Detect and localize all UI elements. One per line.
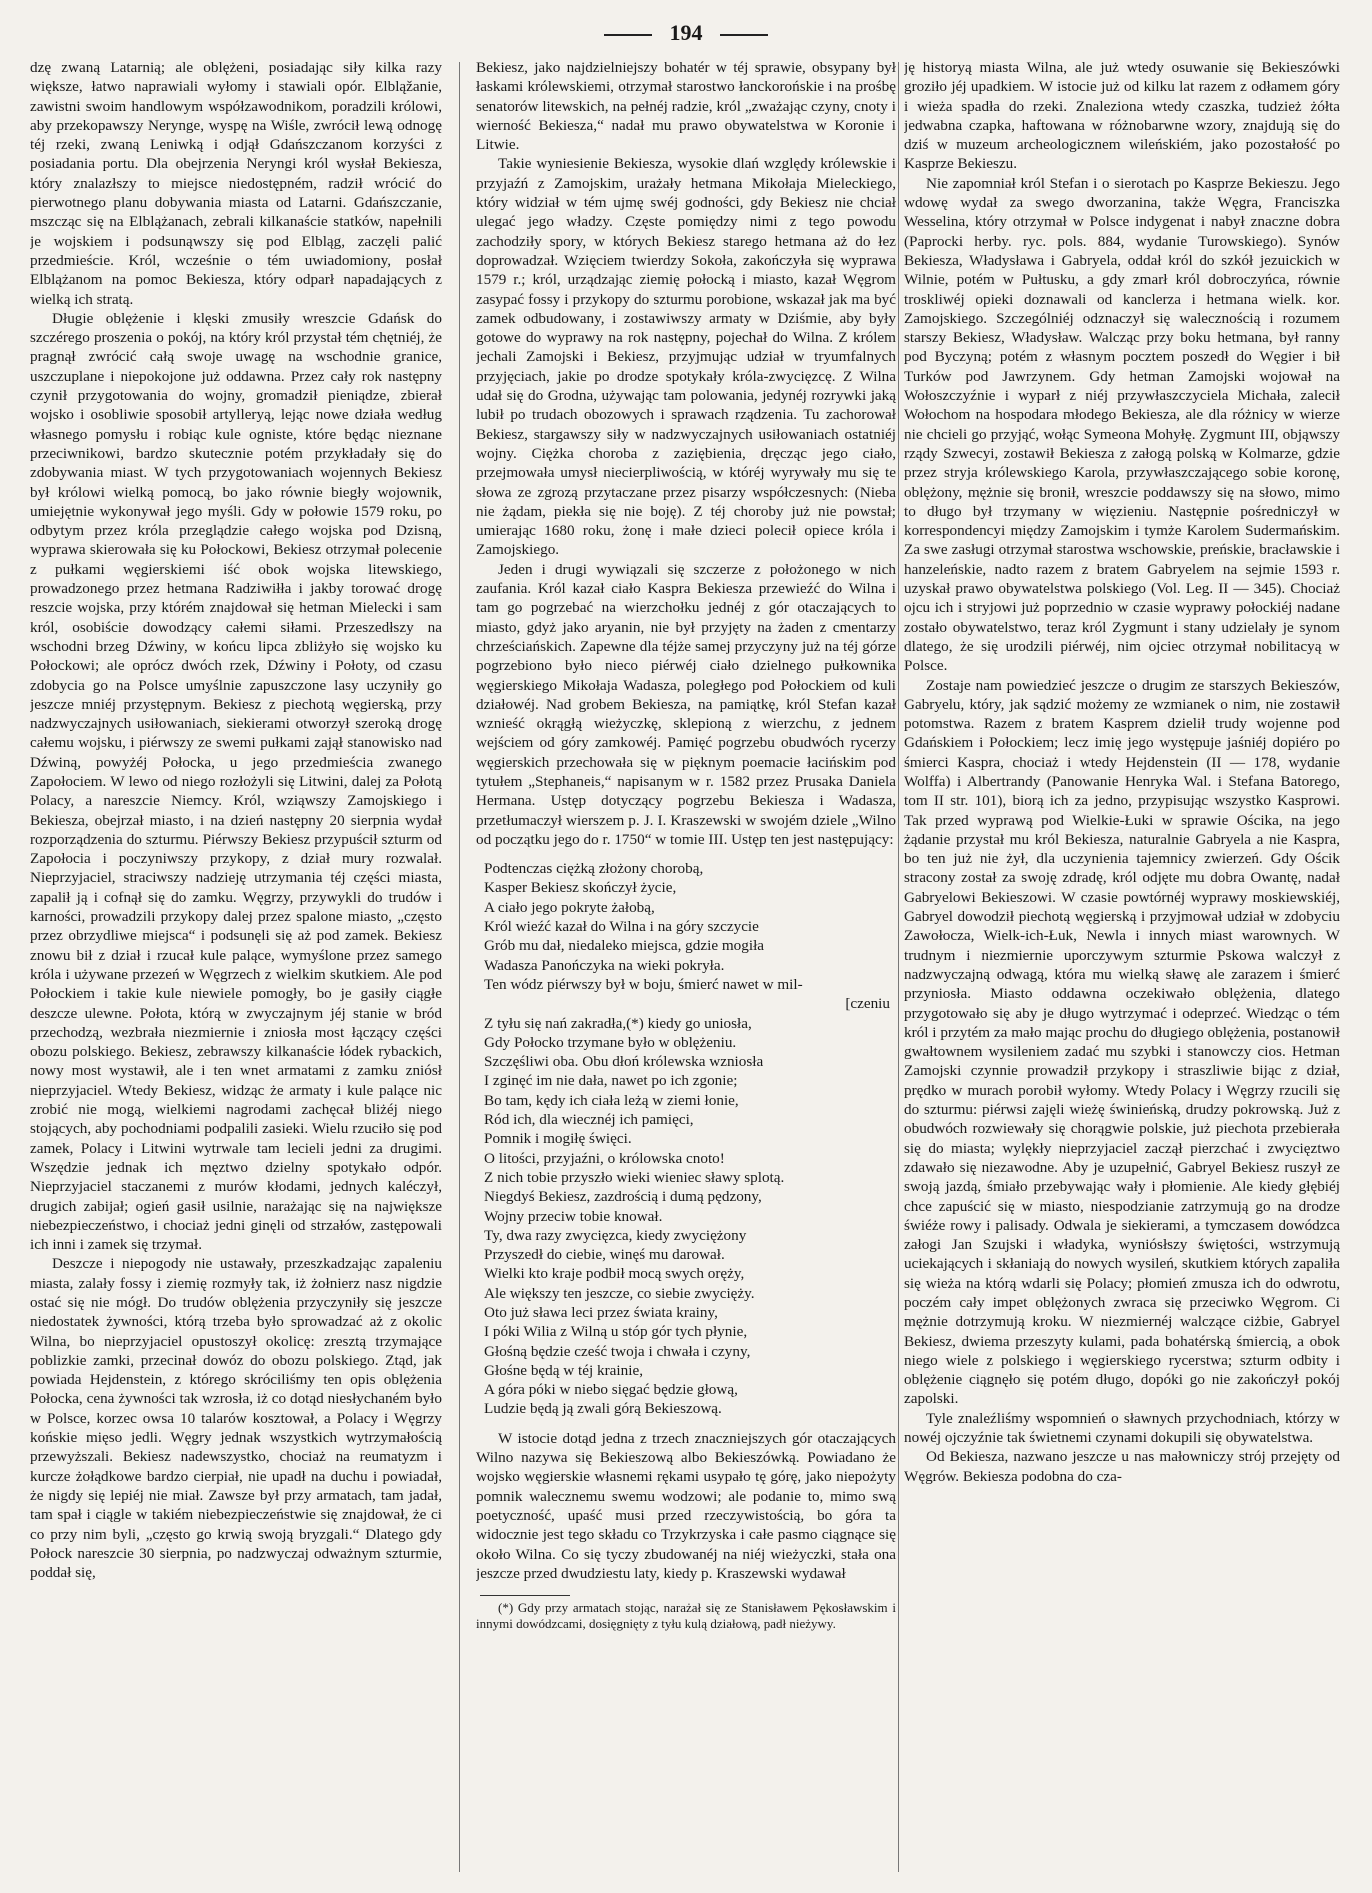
paragraph: W istocie dotąd jedna z trzech znaczniejszych gór otaczających Wilno nazywa się Bekieszową albo Bekieszówką. Powiadano że wojsko węgierskie własnemi rękami usypało tę górę, jako niepożyty pomnik walecznemu swemu wodzowi; ale podanie to, mimo swą poetyczność, upaść musi przed rzeczywistością, bo góra ta widocznie jest tego składu co Trzykrzyska i całe pasmo ciągnące się około Wilna. Co się tyczy zbudowanéj na niéj wieżyczki, stała ona jeszcze przed dwudziestu laty, kiedy p. Kraszewski wydawał — [476, 1429, 896, 1582]
footnote-rule — [480, 1595, 570, 1596]
header-rule-left — [604, 34, 652, 36]
paragraph: Zostaje nam powiedzieć jeszcze o drugim ze starszych Bekieszów, Gabryelu, który, jak sądzić możemy ze wzmianek o nim, nie zostawił potomstwa. Razem z bratem Kasprem dzielił trudy wojenne pod Gdańskiem i Połockiem; lecz imię jego występuje jaśniéj dopiéro po śmierci Kaspra, chociaż i wtedy Hejdenstein (II — 178, wydanie Wolffa) i Albertrandy (Panowanie Henryka Wal. i Stefana Batorego, tom II str. 101), biorą ich za jedno, przypisując wszystko Kasprowi. Tak przed wyprawą pod Wielkie-Łuki w sprawie Ościka, na jego żądanie przystał mu król Bekiesza, naturalnie Gabryela a nie Kaspra, bo ten już nie żył, dla uczynienia tajemnicy zwierzeń. Gdy Ościk stracony został za swoję zdradę, król odjęte mu dobra Owantę, nadał Gabryelowi Bekieszowi. W czasie powtórnéj wyprawy moskiewskiéj, Gabryel dowodził piechotą węgierską i przyjmował udział w zdobyciu Zawołocza, Wielk-ich-Łuk, Newla i innych miast warownych. W trudnym i niezmiernie uporczywym szturmie Pskowa walczył z nadzwyczajną odwagą, która mu wielką sławę ale zarazem i śmierć przyniosła. Miasto oddawna oczekiwało oblężenia, dlatego przygotowało się aby je długo wytrzymać i odeprzeć. Wiedząc o tém król i przytém za mało mając prochu do długiego oblężenia, postanowił gwałtownem wysileniem zadać mu szybki i stanowczy cios. Hetman Zamojski czynnie prowadził przykopy i straszliwie bijąc z dział, prędko w murach porobił wyłomy. Wtedy Polacy i Węgrzy rzucili się do szturmu: piérwsi zajęli wieżę świnieńską, drudzy pokrowską. Już z obudwóch rozwiewały się chorągwie polskie, już piechota przebierała się do miasta; wylękły nieprzyjaciel zaczął pierzchać i zwycięztwo zdawało się niezawodne. Aby je uzupełnić, Gabryel Bekiesz ruszył ze swoją jazdą, śmiało przebywając wały i płomienie. Ale kiedy głębiéj chce zapuścić się w miasto, niespodzianie zatrzymują go na drodze świéże rowy i palisady. Odwala je siekierami, a tymczasem dowódzca załogi Jan Szujski i władyka, wyniósłszy świętości, wstrzymują uciekających i skłaniają do nowych wysileń, skutkiem których zapaliła się wieża na którą wdarli się Polacy; płomień zmusza ich do odwrotu, poczém cały impet oblężonych zwraca się przeciwko Węgrom. Ci mężnie dotrzymują kroku. W niezmiernéj walczące ciżbie, Gabryel Bekiesz, dwiema przeszyty kulami, pada bohatérską śmiercią, a obok niego wiele z polskiego i węgierskiego rycerstwa; szturm odbity i oblężenie ciągnęło się potém długo, dopóki go nie zakończył pokój zapolski. — [904, 676, 1340, 1408]
page-header — [0, 20, 1372, 46]
poem-line: Ty, dwa razy zwycięzca, kiedy zwyciężony — [484, 1226, 747, 1244]
paragraph: Długie oblężenie i klęski zmusiły wreszcie Gdańsk do szczérego proszenia o pokój, na który król przystał tém chętniéj, że pragnął zwrócić całą swoje uwagę na wschodnie granice, uszczuplane i niepokojone już oddawna. Przez cały rok następny czynił przygotowania do wojny, gromadził pieniądze, zbierał wojsko i osobliwie sposobił artylleryą, lejąc nowe działa według własnego pomysłu i robiąc kule ogniste, które będąc nieznane przeciwnikowi, bardzo skutecznie potém przykładały się do zdobywania miast. W tych przygotowaniach wojennych Bekiesz był królowi wielką pomocą, bo jako równie biegły wojownik, umiejętnie wykonywał jego myśli. Gdy w połowie 1579 roku, po odbytym przez króla przeglądzie całego wojska pod Dzisną, wyprawa skierowała się ku Połockowi, Bekiesz otrzymał polecenie z pułkami węgierskiemi iść obok wojska litewskiego, prowadzonego przez hetmana Radziwiłła i jakby torować drogę reszcie wojska, przy którém znajdował się hetman Mielecki i sam król, osobiście dowodzący całemi siłami. Przeszedłszy na wschodni brzeg Dźwiny, w końcu lipca zbliżyło się wojsko ku Połockowi; ale oprócz dwóch rzek, Dźwiny i Połoty, od czasu zdobycia go na Polsce umyślnie zapuszczone lasy uczyniły go jeszcze mniéj przystępnym. Bekiesz z piechotą węgierską, przy nadzwyczajnych usiłowaniach, siekierami otworzył szeroką drogę całemu wojsku, i piérwszy ze swemi pułkami zajął stanowisko nad Dźwiną, powyżéj Połocka, u jego przedmieścia zwanego Zapołociem. W lewo od niego rozłożyli się Litwini, dalej za Połotą Polacy, a nareszcie Niemcy. Król, wziąwszy Zamojskiego i Bekiesza, obejrzał miasto, i na dzień następny 20 sierpnia wydał rozporządzenia do szturmu. Piérwszy Bekiesz przypuścił szturm od Zapołocia i poczyniwszy przykopy, z dział mury rozwalał. Nieprzyjaciel, straciwszy nadzieję utrzymania téj części miasta, zapalił ją i cofnął się do zamku. Węgrzy, przywykli do trudów i karności, prowadzili przykopy dalej przez spalone miasto, „często przez obrzydliwe miejsca“ i podsunęli się aż pod zamek. Bekiesz znowu bił z dział i rzucał kule palące, wymyślone przez samego króla i używane przezeń w Węgrzech z wielkim skutkiem. Ale pod Połockiem i takie kule niewiele pomogły, bo je gasiły ciągłe deszcze ulewne. Połota, którą w zwyczajnym jéj stanie w bród przechodzą, wezbrała niezmiernie i zniosła most łączący części obozu polskiego. Bekiesz, zebrawszy kilkanaście łódek rybackich, nowy most wystawił, ale i ten wnet armatami z zamku zniósł nieprzyjaciel. Wtedy Bekiesz, widząc że armaty i kule palące nic zrobić nie mogą, wielkiemi nagrodami zachęcał bliżéj niego stojących, aby pochodniami podpalili zasieki. Wielu rzuciło się pod zamek, Polacy i Litwini wytrwale tam lecieli jedni za drugimi. Wszędzie jednak ich męztwo dzielny spotykało odpór. Nieprzyjaciel staczanemi z murów kłodami, jednych kaléczył, drugich zabijał; ogień gasił usilnie, narażając się na największe niebezpieczeństwo, i chociaż jedni ginęli od strzałów, zastępowali ich inni i zamek się trzymał. — [30, 309, 442, 1254]
poem-line: O litości, przyjaźni, o królowska cnoto! — [484, 1149, 725, 1167]
paragraph: Nie zapomniał król Stefan i o sierotach po Kasprze Bekieszu. Jego wdowę wydał za swego dworzanina, także Węgra, Franciszka Wesselina, który otrzymał w Polsce indygenat i nabył znaczne dobra (Paprocki herby. ryc. pols. 884, wydanie Turowskiego). Synów Bekiesza, Władysława i Gabryela, oddał król do szkół jezuickich w Wilnie, potém w Pułtusku, a gdy zmarł król dobroczyńca, równie troskliwéj opieki doznawali od kanclerza i hetmana wielk. kor. Zamojskiego. Szczególniéj odznaczył się walecznością i rozumem starszy Bekiesz, Władysław. Walcząc przy boku hetmana, był ranny pod Byczyną; potém z własnym pocztem poszedł do Węgier i bił Turków pod Jawrzynem. Gdy hetman Zamojski wojował na Wołoszczyźnie i wyparł z niéj przywłaszczyciela Michała, zalecił Wołochom na hospodara młodego Bekiesza, ale dla różnicy w wierze nie chcieli go przyjąć, wołąc Symeona Mohyłę. Zygmunt III, objąwszy rządy Szwecyi, zostawił Bekiesza z załogą polską w Kolmarze, gdzie przez stryja królewskiego Karola, przywłaszczającego sobie koronę, oblężony, mężnie się bronił, wreszcie poddawszy się na słowo, mimo to długo był trzymany w więzieniu. Następnie pośredniczył w korrespondencyi między Zamojskim i tymże Karolem Sudermańskim. Za swe zasługi otrzymał starostwa wschowskie, preńskie, bracławskie i hanzeleńskie, nadto razem z bratem Gabryelem na sejmie 1593 r. uzyskał prawo obywatelstwa polskiego (Vol. Leg. II — 345). Chociaż ojcu ich i stryjowi już poprzednio w czasie wyprawy połockiéj nadane zostało obywatelstwo, teraz król Zygmunt i stany udzielały je synom dlatego, że się urodzili piérwéj, nim ojciec otrzymał nobilitacyą w Polsce. — [904, 174, 1340, 675]
poem-line: Z nich tobie przyszło wieki wieniec sławy splotą. — [484, 1168, 785, 1186]
paragraph: Bekiesz, jako najdzielniejszy bohatér w téj sprawie, obsypany był łaskami królewskiemi, otrzymał starostwo łanckorońskie i na prośbę senatorów litewskich, na pełnéj radzie, król „zważając czyny, cnoty i wierność Bekiesza,“ nadał mu prawo obywatelstwa w Koronie i Litwie. — [476, 59, 896, 154]
column-divider — [898, 62, 899, 1872]
column-3 — [904, 58, 1340, 1878]
paragraph: Tyle znaleźliśmy wspomnień o sławnych przychodniach, którzy w nowéj ojczyźnie tak świetnemi czynami dokupili się obywatelstwa. — [904, 1409, 1340, 1447]
paragraph: Od Bekiesza, nazwano jeszcze u nas małowniczy strój przejęty od Węgrów. Bekiesza podobna do cza- — [904, 1448, 1340, 1485]
poem-line: Wadasza Panończyka na wieki pokryła. — [484, 956, 725, 974]
poem-line: Król wieźć kazał do Wilna i na góry szczycie — [484, 918, 759, 936]
poem-line: Wielki kto kraje podbił mocą swych oręży, — [484, 1265, 745, 1283]
footnote: (*) Gdy przy armatach stojąc, narażał się ze Stanisławem Pękosławskim i innymi dowódzcami, dosięgnięty z tyłu kulą działową, padł nieżywy. — [476, 1600, 896, 1632]
poem-line: Szczęśliwi oba. Obu dłoń królewska wzniosła — [484, 1053, 764, 1071]
poem-line: [czeniu — [845, 995, 890, 1013]
poem-line: Grób mu dał, niedaleko miejsca, gdzie mogiła — [484, 937, 765, 955]
poem-line: Ten wódz piérwszy był w boju, śmierć nawet w mil- — [484, 975, 803, 993]
poem-line: Przyszedł do ciebie, winęś mu darował. — [484, 1246, 725, 1264]
poem-line: Ale większy ten jeszcze, co siebie zwycięży. — [484, 1284, 755, 1302]
poem-line: Ludzie będą ją zwali górą Bekieszową. — [484, 1400, 722, 1418]
header-rule-right — [720, 34, 768, 36]
paragraph: Takie wyniesienie Bekiesza, wysokie dlań względy królewskie i przyjaźń z Zamojskim, urażały hetmana Mikołaja Mieleckiego, który widział w tém ujmę swéj godności, gdy Bekiesz nie chciał ulegać jego władzy. Częste pomiędzy nimi z tego powodu zachodziły spory, w których Bekiesz starego hetmana aż do łez doprowadzał. Wzięciem twierdzy Sokoła, zakończyła się wyprawa 1579 r.; król, urządzając ziemię połocką i miasto, kazał Węgrom zasypać fossy i przykopy do szturmu porobione, wskazał jak ma być zamek odbudowany, i zostawiwszy armaty w Dziśmie, aby były gotowe do wyprawy na rok następny, pojechał do Wilna. Z królem jechali Zamojski i Bekiesz, przyjmując udział w tryumfalnych przyjęciach, jakie po drodze spotykały króla-zwycięzcę. Z Wilna udał się do Grodna, używając tam polowania, jedynéj rozrywki jaką lubił po trudach obozowych i sprawach rządzenia. Tu zachorował Bekiesz, stargawszy siły w nadzwyczajnych usiłowaniach ostatniéj wojny. Ciężka choroba z zaziębienia, dręcząc jego ciało, przejmowała umysł niecierpliwością, w któréj wyrywały mu się te słowa ze zgrozą przytaczane przez pisarzy współczesnych: (Nieba nie żądam, piekła się nie boję). Z téj choroby już nie powstał; umierając 1680 roku, żonę i małe dzieci polecił opiece króla i Zamojskiego. — [476, 155, 896, 559]
poem-line: I zginęć im nie dała, nawet po ich zgonie; — [484, 1072, 738, 1090]
poem-line: Niegdyś Bekiesz, zazdrością i dumą pędzony, — [484, 1188, 762, 1206]
poem-line: A góra póki w niebo sięgać będzie głową, — [484, 1381, 738, 1399]
poem-line: Głośną będzie cześć twoja i chwała i czyny, — [484, 1342, 751, 1360]
poem-line: I póki Wilia z Wilną u stóp gór tych płynie, — [484, 1323, 748, 1341]
poem-line: Oto już sława leci przez świata krainy, — [484, 1304, 718, 1321]
poem-line: Podtenczas ciężką złożony chorobą, — [484, 860, 704, 878]
poem-line: Ród ich, dla wiecznéj ich pamięci, — [484, 1111, 694, 1129]
poem — [484, 859, 896, 1419]
poem-line: Głośne będą w téj krainie, — [484, 1361, 643, 1379]
paragraph: dzę zwaną Latarnią; ale oblężeni, posiadając siły kilka razy większe, łatwo naprawiali wyłomy i stawiali opór. Elbląžanie, zawistni swoim handlowym współzawodnikom, poradzili królowi, aby przekopawszy Nerynge, wyspę na Wiśle, zwrócił lewą odnogę téj rzeki, zwaną Leniwką i odjął Gdańszczanom korzyści z posiadania portu. Dla obejrzenia Neryngi król wysłał Bekiesza, który znalazłszy to miejsce niedostępném, radził wrócić do pierwotnego planu dobywania miasta od Latarni. Gdańszczanie, mszcząc się na Elblążanach, zebrali kilkanaście statków, napełnili je wojskiem i podsunąwszy się pod Elbląg, zaczęli palić przedmieście. Król, wcześnie o tém uwiadomiony, posłał Elblążanom na pomoc Bekiesza, który odparł napadających z wielką ich stratą. — [30, 59, 442, 308]
column-2 — [476, 58, 896, 1878]
page-number: 194 — [669, 20, 703, 45]
poem-line: Gdy Połocko trzymane było w oblężeniu. — [484, 1033, 737, 1051]
column-1 — [30, 58, 442, 1878]
column-divider — [459, 62, 460, 1872]
poem-line: Bo tam, kędy ich ciała leżą w ziemi łonie, — [484, 1091, 739, 1109]
paragraph: ję historyą miasta Wilna, ale już wtedy osuwanie się Bekieszówki groziło jéj upadkiem. W istocie już od kilku lat razem z odłamem góry i wieża spadła do rzeki. Znaleziona wtedy czaszka, tudzież żółta jedwabna czapka, haftowana w różnobarwne wzory, znajdują się do dziś w muzeum archeologicznem wileńskiém, jako pozostałość po Kasprze Bekieszu. — [904, 59, 1340, 173]
poem-line: Pomnik i mogiłę święci. — [484, 1130, 632, 1148]
poem-line: A ciało jego pokryte żałobą, — [484, 898, 655, 916]
paragraph: Jeden i drugi wywiązali się szczerze z położonego w nich zaufania. Król kazał ciało Kaspra Bekiesza przewieźć do Wilna i tam go pogrzebać na wierzchołku jednéj z gór otaczających to miasto, gdyż jako aryanin, nie był przyjęty na żaden z cmentarzy chrześciańskich. Zapewne dla téjże samej przyczyny już na téj górze pogrzebiono było nieco piérwéj ciało dzielnego pułkownika węgierskiego Mikołaja Wadasza, poległego pod Połockiem od kuli działowéj. Nad grobem Bekiesza, na pamiątkę, król Stefan kazał wznieść okrągłą wieżyczkę, sklepioną z wierzchu, z jednem wejściem od góry zamkowéj. Pamięć pogrzebu obudwóch rycerzy węgierskich przechowała się w pięknym poemacie łacińskim pod tytułem „Stephaneis,“ napisanym w r. 1582 przez Prusaka Daniela Hermana. Ustęp dotyczący pogrzebu Bekiesza i Wadasza, przetłumaczył wierszem p. J. I. Kraszewski w swojém dziele „Wilno od początku jego do r. 1750“ w tomie III. Ustęp ten jest następujący: — [476, 560, 896, 848]
paragraph: Deszcze i niepogody nie ustawały, przeszkadzając zapaleniu miasta, zalały fossy i ziemię rozmyły tak, iż żołnierz nasz nigdzie ostać się nie mógł. Do trudów oblężenia przyczyniły się jeszcze niedostatek żywności, którą trzeba było sprowadzać aż z okolic Wilna, bo nieprzyjaciel opustoszył okolicę: zresztą trzymające poblizkie zamki, przecinał dowóz do obozu polskiego. Ztąd, jak powiada Hejdenstein, z którego skróciliśmy ten opis oblężenia Połocka, cena żywności tak wzrosła, iż co dotąd niesłychaném było w Polsce, korzec owsa 10 talarów kosztował, a Polacy i Węgrzy końskie mięso jedli. Węgry jednak wszystkich wytrzymałością przewyższali. Bekiesz nadewszystko, chociaż na reumatyzm i kurcze żołądkowe bardzo cierpiał, nie upadł na duchu i powiadał, że nigdy się lepiéj nie miał. Zawsze był przy armatach, tam jadał, tam spał i ciągle w takiém niebezpieczeństwie się znajdował, że ci co przy nim byli, „często go krwią swoją bryzgali.“ Dlatego gdy Połock nareszcie 30 sierpnia, po nadzwyczaj odważnym szturmie, poddał się, — [30, 1255, 442, 1582]
poem-line: Z tyłu się nań zakradła,(*) kiedy go uniosła, — [484, 1014, 752, 1032]
poem-line: Wojny przeciw tobie knował. — [484, 1207, 663, 1225]
poem-line: Kasper Bekiesz skończył życie, — [484, 879, 677, 897]
